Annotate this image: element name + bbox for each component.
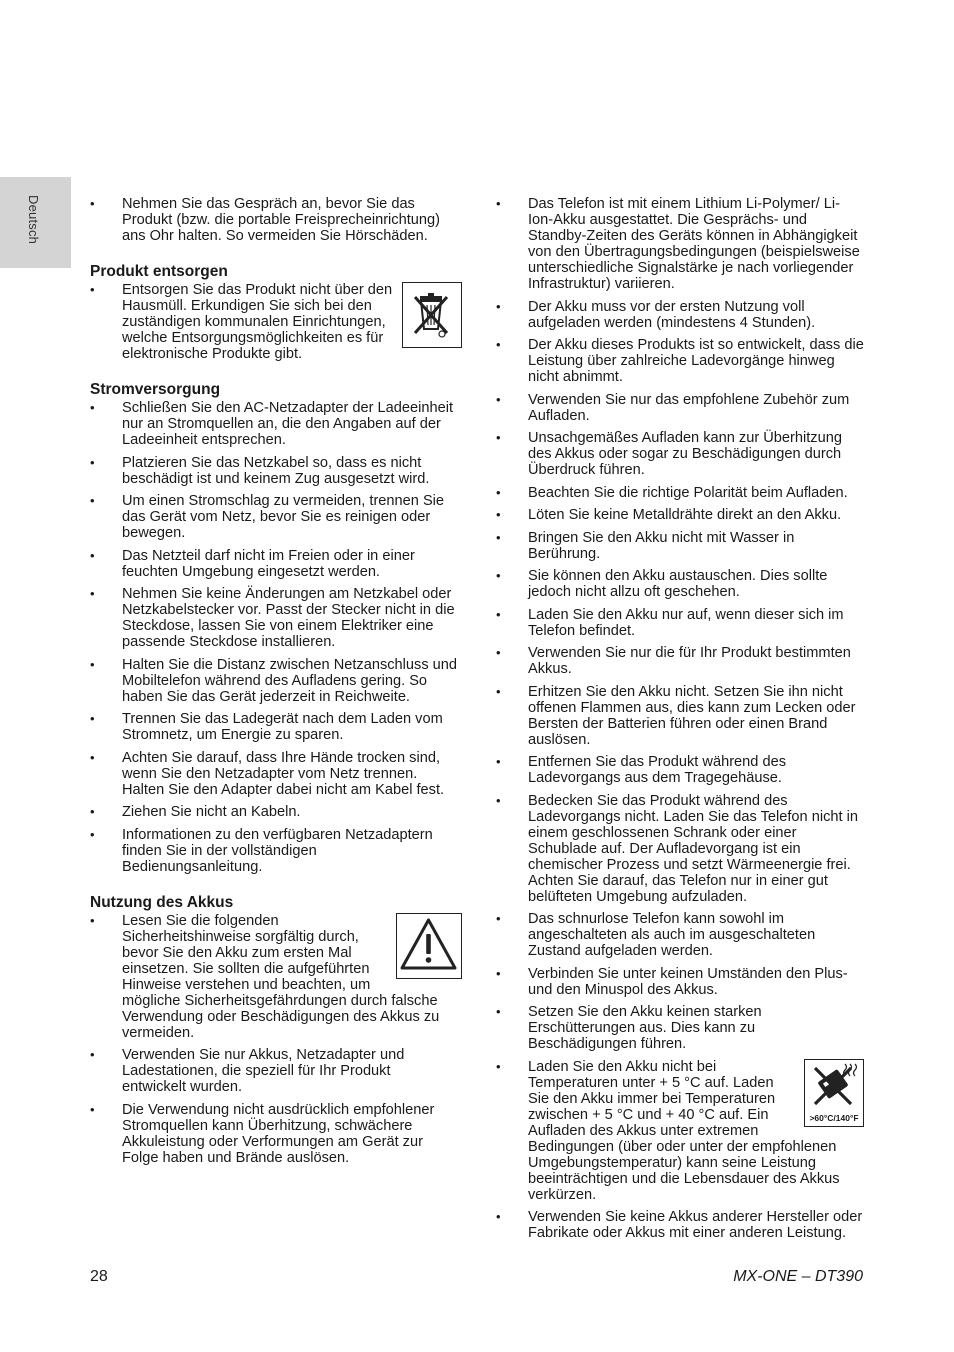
list-item: • Verwenden Sie nur Akkus, Netzadapter und Ladestationen, die speziell für Ihr Produkt entwickelt wurden. [90, 1047, 458, 1095]
list-item: • Ziehen Sie nicht an Kabeln. [90, 804, 458, 820]
list-item-text: Lesen Sie die folgenden Sicherheitshinweise sorgfältig durch, bevor Sie den Akku zum ersten Mal einsetzen. Sie sollten die aufgeführten Hinweise verstehen und beachten, um mögliche Sicherheitsgefährdungen durch falsche Verwendung oder Beschädigungen des Akkus zu vermeiden. [122, 912, 440, 1041]
list-item: • Verwenden Sie nur das empfohlene Zubehör zum Aufladen. [496, 392, 864, 424]
list-item: • Platzieren Sie das Netzkabel so, dass es nicht beschädigt ist und keinem Zug ausgesetzt wird. [90, 455, 458, 487]
list-item: • Das Netzteil darf nicht im Freien oder in einer feuchten Umgebung eingesetzt werden. [90, 548, 458, 580]
list-item: • Bringen Sie den Akku nicht mit Wasser in Berührung. [496, 530, 864, 562]
list-item: • Die Verwendung nicht ausdrücklich empfohlener Stromquellen kann Überhitzung, schwächere Akkuleistung oder Verformungen am Gerät zur Folge haben und Brände auslösen. [90, 1102, 458, 1166]
list-item: • Das Telefon ist mit einem Lithium Li-Polymer/ Li-Ion-Akku ausgestattet. Die Gesprächs- und Standby-Zeiten des Geräts können in Abhängigkeit von den Übertragungsbedingungen (beispielsweise unterschiedliche Signalstärke je nach vorliegender Infrastruktur) variieren. [496, 196, 864, 292]
list-item: • Verbinden Sie unter keinen Umständen den Plus- und den Minuspol des Akkus. [496, 966, 864, 998]
list-item: • Trennen Sie das Ladegerät nach dem Laden vom Stromnetz, um Energie zu sparen. [90, 711, 458, 743]
section-heading-disposal: Produkt entsorgen [90, 263, 228, 280]
crossed-bin-icon [402, 282, 462, 348]
list-item: • Laden Sie den Akku nur auf, wenn dieser sich im Telefon befindet. [496, 607, 864, 639]
list-item: • Der Akku muss vor der ersten Nutzung voll aufgeladen werden (mindestens 4 Stunden). [496, 299, 864, 331]
list-item: • Das schnurlose Telefon kann sowohl im angeschalteten als auch im ausgeschalteten Zustand aufgeladen werden. [496, 911, 864, 959]
section-heading-power: Stromversorgung [90, 381, 221, 398]
language-tab [0, 177, 71, 268]
right-column [496, 196, 864, 1248]
list-item: • Erhitzen Sie den Akku nicht. Setzen Sie ihn nicht offenen Flammen aus, dies kann zum Lecken oder Bersten der Batterien führen oder einen Brand auslösen. [496, 684, 864, 748]
temperature-warning-icon [804, 1059, 864, 1127]
list-item: • Verwenden Sie keine Akkus anderer Hersteller oder Fabrikate oder Akkus mit einer anderen Leistung. [496, 1209, 864, 1241]
list-item: • Entfernen Sie das Produkt während des Ladevorgangs aus dem Tragegehäuse. [496, 754, 864, 786]
list-item: • Sie können den Akku austauschen. Dies sollte jedoch nicht allzu oft geschehen. [496, 568, 864, 600]
list-item [90, 282, 458, 362]
temperature-limit-label: • >60°C/140°F [809, 1112, 859, 1123]
list-item: • Schließen Sie den AC-Netzadapter der Ladeeinheit nur an Stromquellen an, die den Angaben auf der Ladeeinheit entsprechen. [90, 400, 458, 448]
document-title: MX-ONE – DT390 [733, 1268, 863, 1285]
page-number: 28 [90, 1268, 108, 1285]
list-item: • Bedecken Sie das Produkt während des Ladevorgangs nicht. Laden Sie das Telefon nicht in einem geschlossenen Schrank oder einer Schublade auf. Der Aufladevorgang ist ein chemischer Prozess und setzt Wärmeenergie frei. Achten Sie darauf, das Telefon nur in einer gut belüfteten Umgebung aufzuladen. [496, 793, 864, 905]
list-item: • Informationen zu den verfügbaren Netzadaptern finden Sie in der vollständigen Bedienungsanleitung. [90, 827, 458, 875]
list-item: • Löten Sie keine Metalldrähte direkt an den Akku. [496, 507, 864, 523]
list-item: • Nehmen Sie das Gespräch an, bevor Sie das Produkt (bzw. die portable Freisprecheinrichtung) ans Ohr halten. So vermeiden Sie Hörschäden. [90, 196, 458, 244]
list-item: • Unsachgemäßes Aufladen kann zur Überhitzung des Akkus oder sogar zu Beschädigungen durch Überdruck führen. [496, 430, 864, 478]
list-item-text: Laden Sie den Akku nicht bei Temperaturen unter + 5 °C auf. Laden Sie den Akku immer bei Temperaturen zwischen + 5 °C und + 40 °C auf. Ein Aufladen des Akkus unter extremen Bedingungen (über oder unter der empfohlenen Umgebungstemperatur) kann seine Leistung beeinträchtigen und die Lebensdauer des Akkus verkürzen. [528, 1058, 840, 1203]
list-item [496, 1059, 864, 1203]
list-item: • Setzen Sie den Akku keinen starken Erschütterungen aus. Dies kann zu Beschädigungen führen. [496, 1004, 864, 1052]
section-heading-battery: Nutzung des Akkus [90, 893, 234, 911]
list-item: • Halten Sie die Distanz zwischen Netzanschluss und Mobiltelefon während des Aufladens gering. So haben Sie das Gerät jederzeit in Reichweite. [90, 657, 458, 705]
list-item: • Achten Sie darauf, dass Ihre Hände trocken sind, wenn Sie den Netzadapter vom Netz trennen. Halten Sie den Adapter dabei nicht am Kabel fest. [90, 750, 458, 798]
list-item: • Nehmen Sie keine Änderungen am Netzkabel oder Netzkabelstecker vor. Passt der Stecker nicht in die Steckdose, lassen Sie von einem Elektriker eine passende Steckdose installieren. [90, 586, 458, 650]
list-item: • Der Akku dieses Produkts ist so entwickelt, dass die Leistung über zahlreiche Ladevorgänge hinweg nicht abnimmt. [496, 337, 864, 385]
warning-icon [396, 913, 462, 979]
list-item: • Verwenden Sie nur die für Ihr Produkt bestimmten Akkus. [496, 645, 864, 677]
language-tab-label: Deutsch [26, 195, 41, 245]
list-item-text: Entsorgen Sie das Produkt nicht über den Hausmüll. Erkundigen Sie sich bei den zuständigen kommunalen Einrichtungen, welche Entsorgungsmöglichkeiten es für elektronische Produkte gibt. [122, 282, 393, 362]
left-column [90, 196, 458, 1172]
list-item [90, 913, 458, 1041]
list-item: • Um einen Stromschlag zu vermeiden, trennen Sie das Gerät vom Netz, bevor Sie es reinigen oder bewegen. [90, 493, 458, 541]
list-item: • Beachten Sie die richtige Polarität beim Aufladen. [496, 485, 864, 501]
